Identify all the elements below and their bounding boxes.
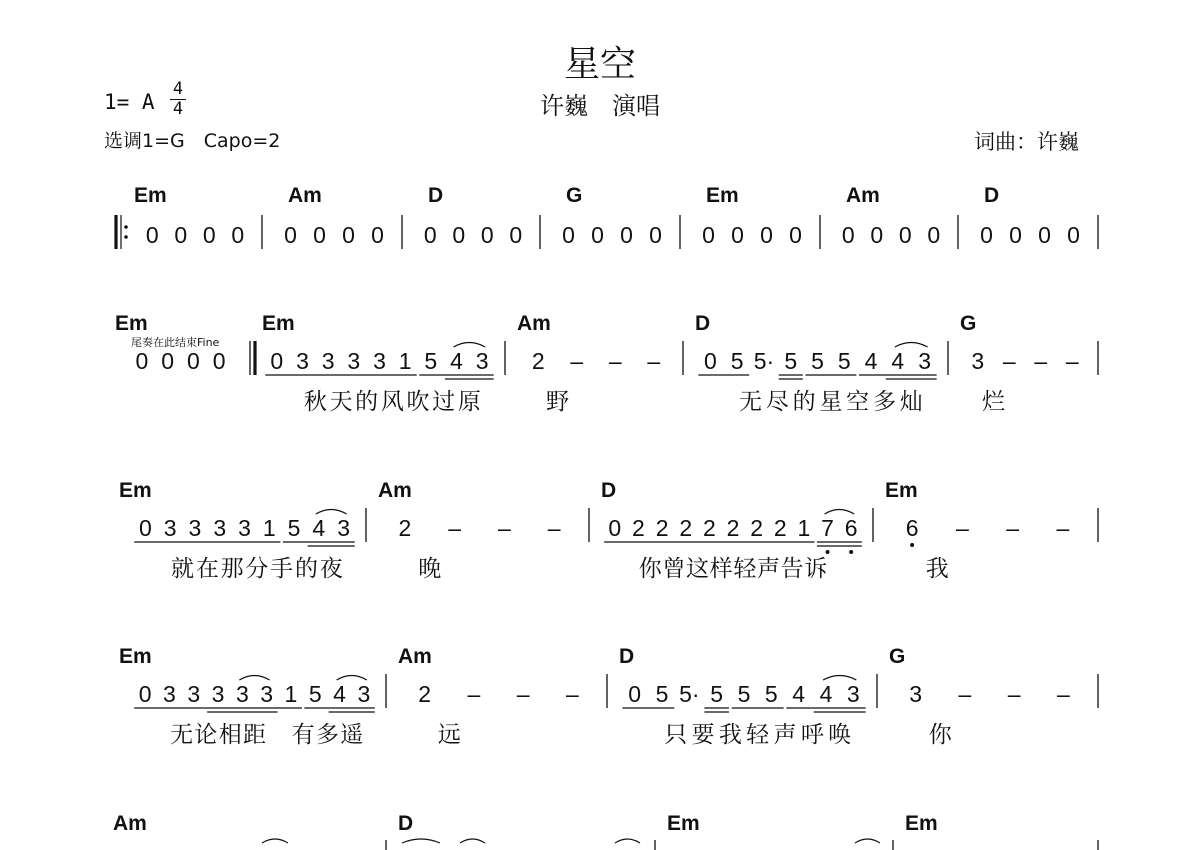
note: 3 [373,348,386,374]
note: 5 [764,681,778,707]
chord-label: Em [119,645,152,668]
note: 4 [333,681,346,707]
lyric-char: 分 [245,556,269,582]
note: 5 [730,348,744,374]
lyric-char: 唤 [828,722,852,748]
lyric-char: 的 [294,556,318,582]
note: 3 [235,681,249,707]
lyric-char: 我 [718,722,742,748]
note: 2 [679,515,693,541]
tie-arc [316,510,347,515]
note: 1 [284,681,298,707]
sustain-dash: – [1034,348,1048,374]
note: 5 [287,515,301,541]
sustain-dash: – [955,515,969,541]
note: 3 [971,348,985,374]
chord-label: Em [885,479,918,502]
sustain-dash: – [516,681,530,707]
note: 4 [312,515,326,541]
note: 0 [186,348,200,374]
note: 4 [819,681,833,707]
sustain-dash: – [570,348,584,374]
lyric-char: 呼 [800,722,824,748]
note: 3 [163,515,177,541]
lyric-char: 在 [195,556,219,582]
tie-arc [337,676,367,681]
note: 1 [262,515,276,541]
song-title: 星空 [563,44,636,85]
note: 2 [531,348,545,374]
chord-label: D [619,645,635,668]
lyric-char: 相 [218,722,242,748]
note: 0 [212,348,226,374]
lyric-char: 多 [315,722,339,748]
capo-note: 选调1=G Capo=2 [104,130,281,152]
note: 0 [1067,222,1080,248]
fine-marker: 尾奏在此结束Fine [131,336,220,349]
sustain-dash: – [1065,348,1079,374]
lyric-char: 遥 [340,722,364,748]
note: 0 [174,222,188,248]
note: 0 [703,348,717,374]
note: 0 [342,222,355,248]
lyric-char: 有 [291,722,315,748]
tie-arc [615,839,640,843]
sustain-dash: – [547,515,561,541]
note: 0 [423,222,437,248]
note: 3 [918,348,932,374]
note: 2 [632,515,645,541]
note: 0 [1009,222,1022,248]
lyric-char: 过 [432,389,456,415]
chord-label: Am [378,479,412,502]
note: 0 [371,222,384,248]
note: 2 [655,515,669,541]
low-octave-dot [849,550,853,554]
chord-label: Am [846,184,880,207]
tie-arc [825,510,855,515]
note: 0 [270,348,284,374]
composer-credit: 词曲：许巍 [974,130,1079,154]
lyric-char: 诉 [804,556,828,582]
sustain-dash: – [448,515,462,541]
lyric-char: 的 [355,389,379,415]
lyric-char: 原 [457,389,481,415]
note: 0 [927,222,941,248]
lyric-char: 晚 [418,556,442,582]
lyric-char: 空 [846,389,870,415]
note: 0 [628,681,642,707]
chord-label: G [960,312,977,335]
lyric-char: 距 [243,722,266,748]
note: 5 [737,681,751,707]
sustain-dash: – [608,348,622,374]
note: 3 [846,681,860,707]
lyric-char: 我 [925,556,949,582]
lyric-char: 只 [664,722,688,748]
note: 0 [145,222,159,248]
key-signature: 1= A [104,90,155,114]
chord-label: Em [262,312,295,335]
note: 5 [710,681,724,707]
note: 6 [844,515,858,541]
note: 3 [475,348,489,374]
time-signature-top: 4 [172,79,184,99]
chord-label: Em [706,184,739,207]
note: 0 [760,222,773,248]
note: 3 [909,681,923,707]
tie-arc [823,676,856,681]
lyric-char: 天 [329,389,353,415]
note: 2 [702,515,716,541]
sustain-dash: – [1007,681,1021,707]
chord-label: Em [119,479,152,502]
lyric-char: 你 [638,556,662,582]
lyric-char: 烂 [982,389,1005,415]
lyric-char: 这 [686,556,710,582]
note: 0 [1038,222,1051,248]
note: 0 [509,222,523,248]
note: 0 [789,222,802,248]
chord-label: Am [398,645,432,668]
chord-label: Am [288,184,322,207]
note: 3 [260,681,274,707]
lyric-char: 你 [928,722,952,748]
note: 3 [238,515,251,541]
sustain-dash: – [1056,681,1070,707]
sustain-dash: – [1006,515,1020,541]
note: 3 [347,348,361,374]
note: 0 [313,222,326,248]
singer-credit: 许巍 演唱 [540,92,660,120]
tie-arc [895,343,928,348]
note: 0 [608,515,622,541]
chord-label: D [984,184,1000,207]
lyric-char: 手 [270,556,294,582]
note: 5 [308,681,322,707]
note: 0 [161,348,175,374]
note: 0 [135,348,149,374]
lyric-char: 灿 [899,389,923,415]
tie-arc [855,839,880,843]
lyric-char: 样 [709,556,733,582]
note: 0 [870,222,884,248]
lyric-char: 就 [171,556,195,582]
lyric-char: 吹 [406,389,430,415]
lyric-char: 轻 [746,722,770,748]
tie-arc [402,839,440,843]
lyric-char: 声 [773,722,797,748]
tie-arc [460,839,485,843]
note: 5· [679,681,700,707]
note: 0 [284,222,297,248]
lyric-char: 风 [380,389,404,415]
note: 3 [357,681,371,707]
note: 4 [450,348,463,374]
chord-label: D [601,479,617,502]
note: 0 [620,222,633,248]
note: 0 [841,222,855,248]
lyric-char: 论 [194,722,218,748]
lyric-char: 那 [220,556,244,582]
time-signature-bottom: 4 [172,99,184,119]
note: 2 [418,681,432,707]
lyric-char: 星 [819,389,843,415]
note: 3 [187,681,201,707]
note: 3 [163,681,176,707]
note: 0 [649,222,662,248]
note: 3 [321,348,335,374]
chord-label: Em [905,812,938,835]
note: 6 [905,515,919,541]
note: 3 [213,515,227,541]
tie-arc [262,839,288,843]
note: 5 [424,348,438,374]
repeat-dot [124,225,128,229]
lyric-char: 远 [437,722,461,748]
sustain-dash: – [1002,348,1016,374]
note: 0 [702,222,715,248]
note: 3 [211,681,225,707]
lyric-char: 夜 [319,556,343,582]
note: 0 [231,222,245,248]
note: 4 [891,348,905,374]
chord-label: Em [667,812,700,835]
note: 1 [797,515,811,541]
note: 3 [188,515,202,541]
lyric-char: 无 [170,722,194,748]
lyric-char: 野 [546,389,569,415]
note: 1 [398,348,412,374]
lyric-char: 轻 [733,556,757,582]
note: 0 [731,222,744,248]
note: 2 [773,515,787,541]
lyric-char: 秋 [303,389,327,415]
note: 0 [480,222,494,248]
note: 5 [784,348,798,374]
chord-label: Am [113,812,147,835]
note: 5 [837,348,851,374]
chord-label: G [889,645,906,668]
note: 2 [750,515,764,541]
tie-arc [454,343,486,348]
note: 5· [753,348,775,374]
sustain-dash: – [565,681,579,707]
note: 0 [591,222,604,248]
chord-label: Em [115,312,148,335]
lyric-char: 多 [872,389,896,415]
lyric-char: 曾 [662,556,686,582]
sustain-dash: – [467,681,481,707]
lyric-char: 的 [792,389,816,415]
chord-label: D [695,312,711,335]
chord-label: Em [134,184,167,207]
note: 0 [202,222,216,248]
lyric-char: 无 [739,389,763,415]
note: 0 [898,222,912,248]
sustain-dash: – [497,515,511,541]
note: 0 [138,681,152,707]
sustain-dash: – [647,348,661,374]
note: 0 [138,515,152,541]
low-octave-dot [910,543,914,547]
lyric-char: 要 [691,722,715,748]
note: 5 [655,681,669,707]
note: 4 [864,348,878,374]
note: 7 [821,515,834,541]
chord-label: D [428,184,444,207]
lyric-char: 尽 [765,389,789,415]
note: 5 [811,348,824,374]
note: 4 [792,681,806,707]
chord-label: D [398,812,414,835]
tie-arc [239,676,269,681]
note: 2 [398,515,412,541]
sustain-dash: – [958,681,972,707]
lyric-char: 声 [756,556,780,582]
sustain-dash: – [1056,515,1070,541]
chord-label: Am [517,312,551,335]
lyric-char: 告 [780,556,804,582]
chord-label: G [566,184,583,207]
low-octave-dot [826,550,830,554]
note: 0 [452,222,466,248]
repeat-dot [124,235,128,239]
note: 3 [337,515,351,541]
note: 3 [296,348,309,374]
note: 2 [726,515,740,541]
note: 0 [562,222,575,248]
note: 0 [980,222,993,248]
